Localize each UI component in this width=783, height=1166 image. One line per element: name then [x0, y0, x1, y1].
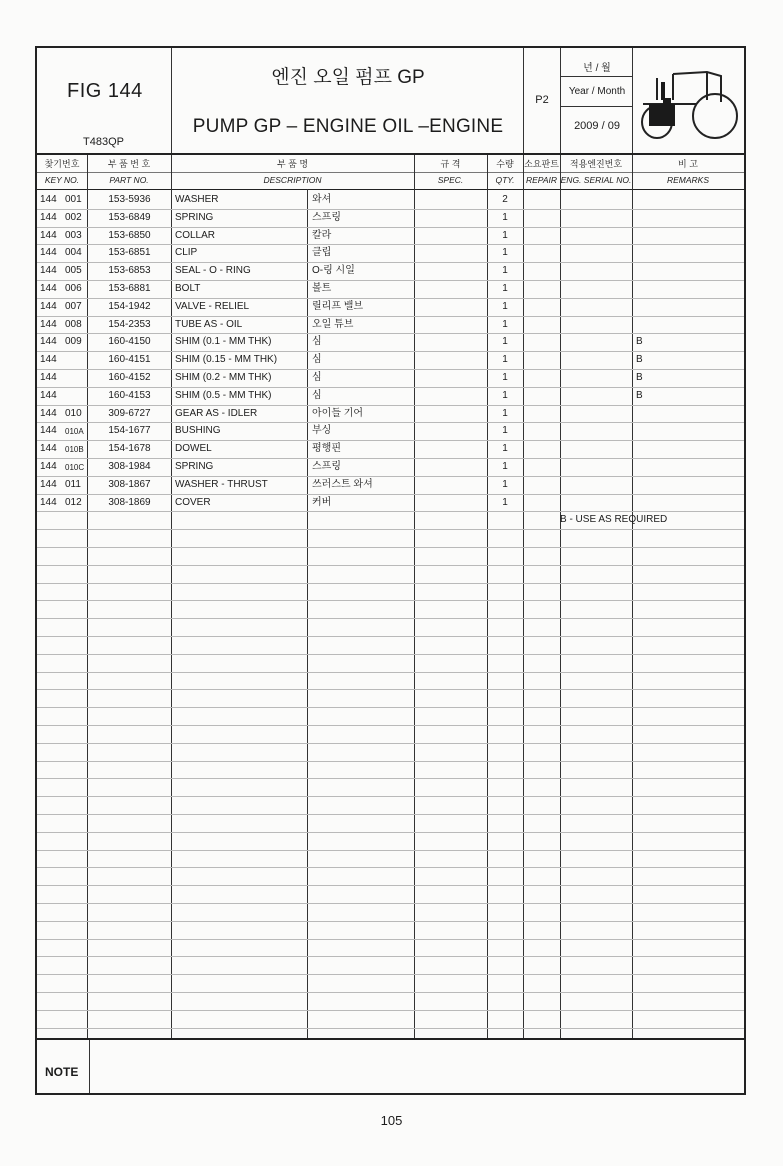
cell-desc-en: SHIM (0.1 - MM THK) [175, 336, 272, 348]
table-row [37, 351, 744, 369]
cell-part-no: 308-1869 [108, 496, 151, 508]
tractor-icon [637, 60, 741, 142]
cell-desc-en: GEAR AS - IDLER [175, 407, 258, 419]
cell-desc-kr: 볼트 [312, 283, 332, 294]
cell-qty: 1 [502, 247, 508, 259]
cell-key-b: 008 [65, 318, 82, 330]
ruled-line [37, 351, 744, 352]
table-row [37, 458, 744, 476]
cell-part-no: 154-2353 [108, 318, 151, 330]
cell-remarks: B [636, 389, 643, 401]
cell-qty: 1 [502, 478, 508, 490]
cell-desc-kr: 클립 [312, 247, 332, 259]
cell-desc-kr: 심 [312, 354, 322, 366]
ruled-line [37, 672, 744, 673]
column-header-kr: 소요판트 [524, 159, 559, 169]
cell-qty: 1 [502, 265, 508, 277]
cell-key-b: 012 [65, 496, 82, 508]
ruled-line [37, 618, 744, 619]
cell-part-no: 154-1677 [108, 425, 151, 437]
cell-qty: 1 [502, 283, 508, 294]
cell-part-no: 153-6881 [108, 283, 151, 294]
ruled-line [37, 529, 744, 530]
ruled-line [37, 725, 744, 726]
year-month-label-kr: 년 / 월 [583, 63, 611, 74]
cell-desc-kr: 릴리프 밸브 [312, 300, 364, 312]
table-row [37, 440, 744, 458]
column-header-en: PART NO. [109, 175, 149, 185]
cell-desc-en: SHIM (0.15 - MM THK) [175, 354, 278, 366]
cell-part-no: 153-6851 [108, 247, 151, 259]
column-header-kr: 부 품 번 호 [107, 159, 151, 169]
cell-desc-en: WASHER [175, 194, 219, 205]
cell-qty: 1 [502, 461, 508, 472]
cell-qty: 1 [502, 389, 508, 401]
ruled-line [37, 316, 744, 317]
cell-key-b: 007 [65, 300, 82, 312]
cell-remarks: B [636, 372, 643, 383]
ruled-line [37, 761, 744, 762]
cell-key-a: 144 [40, 354, 57, 366]
ruled-line [37, 974, 744, 975]
note-label: NOTE [45, 1065, 79, 1079]
cell-desc-kr: 평행핀 [312, 443, 341, 455]
ruled-line [37, 333, 744, 334]
cell-qty: 1 [502, 443, 508, 455]
ruled-line [37, 262, 744, 263]
table-row [37, 298, 744, 316]
cell-key-a: 144 [40, 461, 57, 472]
ruled-line [37, 743, 744, 744]
cell-qty: 1 [502, 229, 508, 241]
cell-part-no: 309-6727 [108, 407, 151, 419]
cell-key-b: 003 [65, 229, 82, 241]
model-code: T483QP [83, 136, 124, 148]
cell-desc-kr: 아이들 기어 [312, 407, 364, 419]
parts-catalog-sheet [35, 46, 746, 1095]
cell-desc-kr: 와셔 [312, 194, 332, 205]
table-row [37, 191, 744, 209]
figure-label: FIG 144 [67, 80, 143, 102]
cell-remarks: B [636, 336, 643, 348]
cell-qty: 1 [502, 336, 508, 348]
cell-desc-en: VALVE - RELIEL [175, 300, 250, 312]
cell-desc-en: CLIP [175, 247, 198, 259]
ruled-line [37, 511, 744, 512]
cell-key-a: 144 [40, 496, 57, 508]
cell-desc-en: SPRING [175, 461, 214, 472]
cell-key-a: 144 [40, 283, 57, 294]
cell-key-a: 144 [40, 336, 57, 348]
year-month-label-en: Year / Month [568, 86, 626, 97]
cell-desc-kr: 심 [312, 389, 322, 401]
column-header-kr: 비 고 [678, 159, 698, 169]
cell-key-a: 144 [40, 425, 57, 437]
table-row [37, 227, 744, 245]
ruled-line [37, 298, 744, 299]
ruled-line [37, 209, 744, 210]
cell-desc-kr: 커버 [312, 496, 332, 508]
column-header-kr: 부 품 명 [276, 159, 309, 169]
cell-desc-kr: O-링 시일 [312, 265, 355, 277]
ruled-line [37, 992, 744, 993]
ruled-line [37, 547, 744, 548]
ruled-line [37, 885, 744, 886]
cell-key-a: 144 [40, 407, 57, 419]
ruled-line [37, 707, 744, 708]
table-row [37, 244, 744, 262]
table-row [37, 316, 744, 334]
ruled-line [37, 565, 744, 566]
cell-key-b: 005 [65, 265, 82, 277]
cell-key-b: 010 [65, 407, 82, 419]
cell-key-a: 144 [40, 265, 57, 277]
cell-desc-en: SHIM (0.2 - MM THK) [175, 372, 272, 383]
ruled-line [37, 369, 744, 370]
ruled-line [37, 440, 744, 441]
cell-desc-en: BOLT [175, 283, 201, 294]
ruled-line [37, 867, 744, 868]
cell-key-a: 144 [40, 372, 57, 383]
column-header-kr: 적용엔진번호 [569, 159, 623, 169]
column-header-en: REPAIR [525, 175, 558, 185]
ruled-line [37, 244, 744, 245]
cell-key-a: 144 [40, 211, 57, 223]
ruled-line [37, 778, 744, 779]
cell-desc-en: COVER [175, 496, 211, 508]
cell-key-a: 144 [40, 443, 57, 455]
cell-part-no: 308-1984 [108, 461, 151, 472]
column-header-en: KEY NO. [44, 175, 80, 185]
cell-key-a: 144 [40, 194, 57, 205]
ruled-line [37, 903, 744, 904]
cell-part-no: 160-4153 [108, 389, 151, 401]
column-header-en: QTY. [495, 175, 515, 185]
ruled-line [37, 458, 744, 459]
cell-qty: 1 [502, 372, 508, 383]
cell-key-b: 006 [65, 283, 82, 294]
ruled-line [37, 814, 744, 815]
cell-desc-kr: 오일 튜브 [312, 318, 354, 330]
cell-desc-en: SEAL - O - RING [175, 265, 251, 277]
table-row [37, 422, 744, 440]
column-header-en: ENG. SERIAL NO. [560, 175, 632, 185]
table-row [37, 262, 744, 280]
cell-key-b: 010A [65, 427, 84, 437]
ruled-line [37, 654, 744, 655]
cell-key-a: 144 [40, 229, 57, 241]
page-code: P2 [535, 94, 549, 106]
cell-key-b: 010B [65, 445, 84, 455]
cell-part-no: 160-4152 [108, 372, 151, 383]
cell-desc-en: TUBE AS - OIL [175, 318, 243, 330]
table-row [37, 476, 744, 494]
column-header-kr: 규 격 [440, 159, 461, 169]
cell-desc-en: WASHER - THRUST [175, 478, 268, 490]
cell-part-no: 154-1678 [108, 443, 151, 455]
ruled-line [37, 1028, 744, 1029]
table-row [37, 369, 744, 387]
title-english: PUMP GP – ENGINE OIL –ENGINE [192, 116, 504, 137]
column-header-kr: 찾기번호 [44, 159, 80, 169]
ruled-line [37, 636, 744, 637]
cell-key-b: 001 [65, 194, 82, 205]
cell-qty: 2 [502, 194, 508, 205]
cell-part-no: 160-4151 [108, 354, 151, 366]
cell-desc-kr: 심 [312, 336, 322, 348]
cell-part-no: 154-1942 [108, 300, 151, 312]
cell-desc-kr: 칼라 [312, 229, 332, 241]
cell-qty: 1 [502, 407, 508, 419]
cell-qty: 1 [502, 354, 508, 366]
cell-desc-kr: 부싱 [312, 425, 332, 437]
column-header-en: SPEC. [437, 175, 464, 185]
table-row [37, 333, 744, 351]
ruled-line [37, 832, 744, 833]
cell-desc-kr: 심 [312, 372, 322, 383]
cell-desc-kr: 스프링 [312, 211, 341, 223]
cell-key-a: 144 [40, 318, 57, 330]
cell-remarks: B [636, 354, 643, 366]
cell-key-b: 004 [65, 247, 82, 259]
cell-part-no: 153-5936 [108, 194, 151, 205]
ruled-line [37, 422, 744, 423]
ruled-line [37, 850, 744, 851]
remark-note: B - USE AS REQUIRED [560, 514, 668, 525]
column-header-en: REMARKS [666, 175, 710, 185]
column-header-en: DESCRIPTION [263, 175, 322, 185]
cell-key-a: 144 [40, 300, 57, 312]
ruled-line [37, 476, 744, 477]
column-header-kr: 수량 [496, 159, 514, 169]
cell-desc-en: SHIM (0.5 - MM THK) [175, 389, 272, 401]
table-row [37, 494, 744, 512]
cell-part-no: 308-1867 [108, 478, 151, 490]
ruled-line [37, 387, 744, 388]
cell-qty: 1 [502, 318, 508, 330]
page-number: 105 [380, 1113, 403, 1128]
cell-qty: 1 [502, 425, 508, 437]
cell-key-a: 144 [40, 247, 57, 259]
ruled-line [37, 689, 744, 690]
cell-desc-kr: 스프링 [312, 461, 341, 472]
cell-key-a: 144 [40, 478, 57, 490]
table-row [37, 280, 744, 298]
cell-qty: 1 [502, 496, 508, 508]
ruled-line [37, 939, 744, 940]
cell-part-no: 153-6853 [108, 265, 151, 277]
ruled-line [37, 600, 744, 601]
cell-desc-en: DOWEL [175, 443, 212, 455]
title-korean: 엔진 오일 펌프 GP [271, 67, 425, 88]
cell-part-no: 153-6850 [108, 229, 151, 241]
ruled-line [37, 583, 744, 584]
year-month-value: 2009 / 09 [574, 120, 620, 132]
cell-key-b: 009 [65, 336, 82, 348]
ruled-line [37, 796, 744, 797]
table-row [37, 387, 744, 405]
cell-desc-en: SPRING [175, 211, 214, 223]
table-row [37, 405, 744, 423]
ruled-line [37, 405, 744, 406]
cell-desc-en: COLLAR [175, 229, 216, 241]
table-row [37, 209, 744, 227]
cell-qty: 1 [502, 300, 508, 312]
cell-key-b: 011 [65, 478, 81, 490]
ruled-line [37, 1010, 744, 1011]
ruled-line [37, 227, 744, 228]
ruled-line [37, 921, 744, 922]
cell-part-no: 153-6849 [108, 211, 151, 223]
cell-qty: 1 [502, 211, 508, 223]
ruled-line [37, 494, 744, 495]
cell-key-b: 010C [65, 463, 85, 472]
cell-desc-en: BUSHING [175, 425, 221, 437]
cell-part-no: 160-4150 [108, 336, 151, 348]
ruled-line [37, 956, 744, 957]
ruled-line [37, 280, 744, 281]
cell-key-b: 002 [65, 211, 82, 223]
cell-key-a: 144 [40, 389, 57, 401]
cell-desc-kr: 쓰러스트 와셔 [312, 478, 373, 490]
